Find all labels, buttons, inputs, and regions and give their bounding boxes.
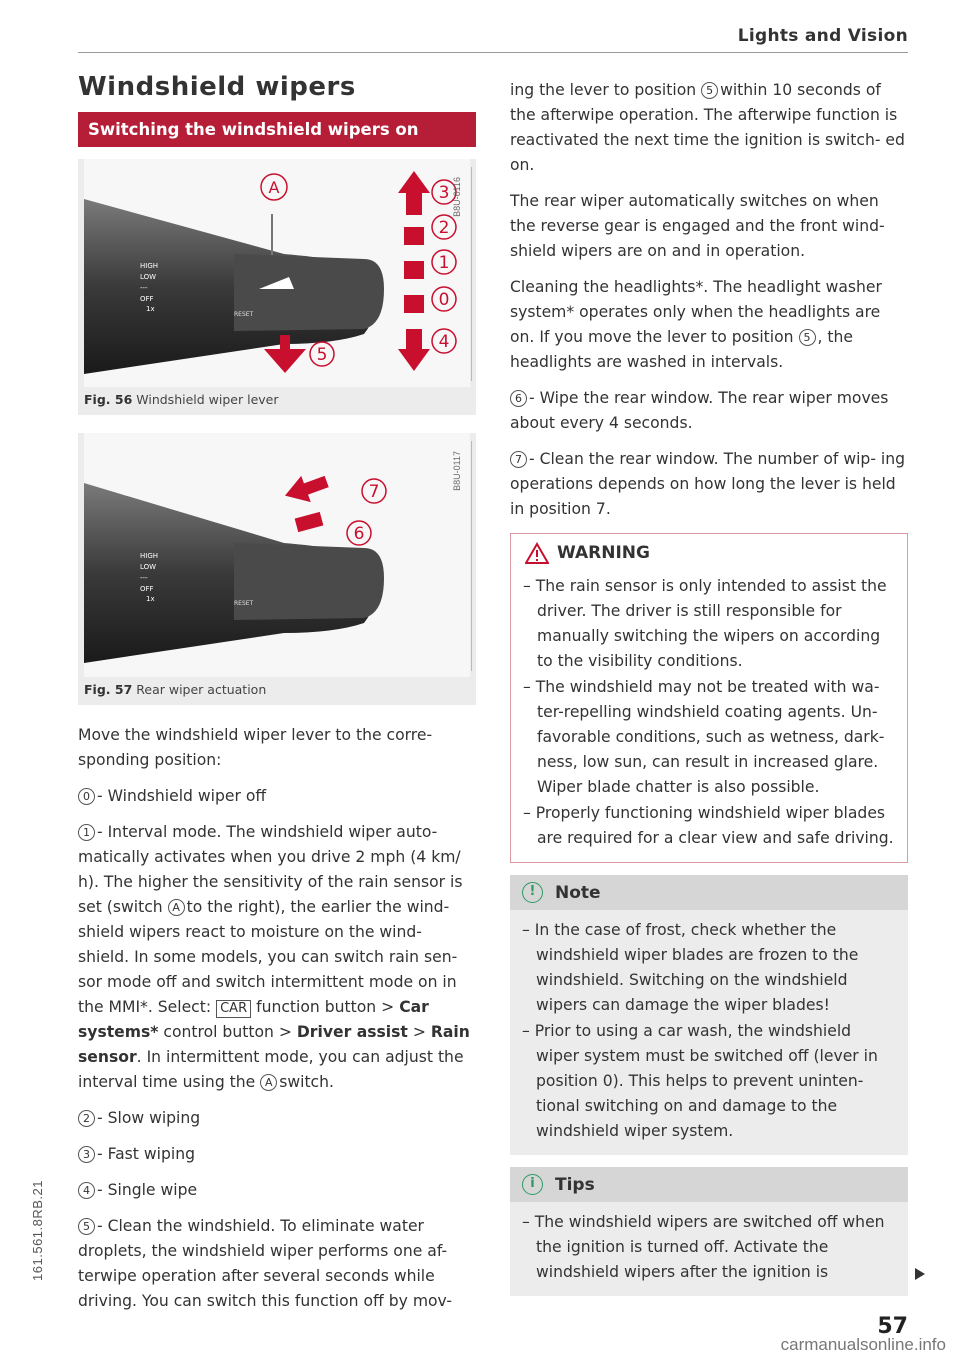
figure-caption (78, 677, 476, 705)
subheading-bar: Switching the windshield wipers on (78, 112, 476, 147)
position-3-paragraph (78, 1142, 476, 1167)
warning-item: – The windshield may not be treated with wa- ter-repelling windshield coating agents. Un- favorable conditions, such as wetness, dark- ness, low sun, can result in increased glare. Wiper blade chatter is also possible. (523, 675, 897, 800)
note-header (510, 875, 908, 910)
position-2-paragraph (78, 1106, 476, 1131)
paragraph-text: - Wipe the rear window. The rear wiper moves about every 4 seconds. (510, 389, 889, 432)
figure-code: B8U-0117 (452, 451, 462, 491)
label-off: OFF (140, 585, 154, 593)
tips-box (510, 1167, 908, 1296)
note-item: – In the case of frost, check whether the windshield wiper blades are frozen to the windshield. Switching on the windshield wipers can damage the wiper blades! (522, 918, 898, 1018)
menu-rain-sensor: Rain sensor (78, 1023, 470, 1066)
label-reset: RESET (234, 600, 254, 607)
paragraph-text: control button > (163, 1023, 292, 1041)
note-list (510, 918, 908, 1155)
watermark: carmanualsonline.info (780, 1335, 946, 1354)
callout-5: 5 (316, 345, 328, 365)
position-1-block (404, 261, 424, 279)
callout-7: 7 (368, 482, 380, 502)
position-symbol: 5 (799, 329, 816, 346)
section-title: Lights and Vision (737, 26, 908, 46)
menu-car-systems: Car systems* (78, 998, 429, 1041)
document-code: 161.561.8RB.21 (30, 1180, 45, 1281)
warning-list (511, 574, 907, 862)
position-symbol: 6 (510, 390, 527, 407)
tips-header (510, 1167, 908, 1202)
figure-caption-text: Windshield wiper lever (136, 392, 279, 407)
paragraph-text: - Clean the rear window. The number of wip- ing operations depends on how long the lever is held in position 7. (510, 450, 906, 518)
paragraph-text: - Clean the windshield. To eliminate water droplets, the windshield wiper performs one af- terwipe operation after several seconds while driving. You can switch this function off by mov- (78, 1217, 452, 1310)
position-4-paragraph (78, 1178, 476, 1203)
switch-symbol: A (260, 1074, 277, 1091)
paragraph-text: - Slow wiping (97, 1109, 201, 1127)
callout-3: 3 (438, 183, 450, 203)
warning-header (511, 534, 907, 574)
car-key: CAR (216, 1000, 251, 1018)
label-int: --- (140, 284, 148, 292)
position-6-block (295, 512, 324, 532)
position-5-continued (510, 78, 908, 178)
position-symbol: 5 (701, 82, 718, 99)
paragraph-text: - Fast wiping (97, 1145, 195, 1163)
note-item: – Prior to using a car wash, the windshield wiper system must be switched off (lever in position 0). This helps to prevent uninten- tional switching on and damage to the windshield wiper system. (522, 1019, 898, 1144)
figure-label: Fig. 56 (84, 392, 133, 407)
figure-caption-text: Rear wiper actuation (136, 682, 267, 697)
warning-title: WARNING (557, 543, 650, 563)
figure-caption (78, 387, 476, 415)
figure-border (471, 441, 472, 671)
position-1-paragraph (78, 820, 476, 1095)
tips-item: – The windshield wipers are switched off when the ignition is turned off. Activate the windshield wipers after the ignition is (522, 1210, 898, 1285)
position-7-paragraph (510, 447, 908, 522)
callout-1: 1 (438, 253, 450, 273)
tips-info-icon: i (522, 1174, 543, 1195)
header-rule (78, 52, 908, 53)
position-symbol: 1 (78, 824, 95, 841)
tips-title: Tips (555, 1174, 595, 1195)
label-1x: 1x (146, 595, 155, 603)
paragraph-text: . In intermittent mode, you can adjust the interval time using the (78, 1048, 464, 1091)
warning-box (510, 533, 908, 863)
warning-item: – Properly functioning windshield wiper blades are required for a clear view and safe driving. (523, 801, 897, 851)
rear-wiper-illustration (84, 433, 470, 677)
position-symbol: 5 (78, 1218, 95, 1235)
callout-0: 0 (438, 290, 450, 310)
figure-56 (78, 159, 476, 415)
page-number: 57 (877, 1314, 908, 1339)
paragraph-text: ing the lever to position (510, 81, 697, 99)
rear-wiper-drawing (84, 433, 470, 677)
paragraph-text: to the right), the earlier the wind- shield wipers react to moisture on the wind- shield. In some models, you can switch rain sen- sor mode off and switch intermittent mode on in the MMI*. Select: (78, 898, 458, 1016)
label-low: LOW (140, 563, 157, 571)
left-column (78, 72, 476, 1325)
callout-2: 2 (438, 218, 450, 238)
paragraph-text: - Single wipe (97, 1181, 198, 1199)
position-symbol: 2 (78, 1110, 95, 1127)
paragraph-text: switch. (279, 1073, 334, 1091)
position-6-paragraph (510, 386, 908, 436)
position-symbol: 4 (78, 1182, 95, 1199)
paragraph-text: within 10 seconds of the afterwipe operation. The afterwipe function is reactivated the next time the ignition is switch- ed on. (510, 81, 905, 174)
wiper-lever-drawing (84, 159, 470, 387)
note-info-icon: ! (522, 882, 543, 903)
paragraph-text: - Windshield wiper off (97, 787, 267, 805)
tips-body (510, 1202, 908, 1296)
arrow-down-icon (398, 329, 430, 371)
continue-arrow-icon (915, 1268, 925, 1280)
position-symbol: 0 (78, 788, 95, 805)
label-int: --- (140, 574, 148, 582)
figure-57 (78, 433, 476, 705)
position-0-paragraph (78, 784, 476, 809)
position-5-paragraph (78, 1214, 476, 1314)
callout-4: 4 (438, 332, 450, 352)
note-box (510, 875, 908, 1155)
wiper-lever-illustration (84, 159, 470, 387)
figure-code: B8U-0116 (452, 177, 462, 217)
label-low: LOW (140, 273, 157, 281)
rear-wiper-paragraph: The rear wiper automatically switches on when the reverse gear is engaged and the front wind- shield wipers are on and in operation. (510, 192, 885, 260)
paragraph-text: Cleaning the headlights*. The headlight washer system* operates only when the headlights are on. If you move the lever to position (510, 278, 882, 346)
callout-6: 6 (353, 524, 365, 544)
note-title: Note (555, 882, 601, 903)
label-1x: 1x (146, 305, 155, 313)
paragraph-text: function button > (256, 998, 395, 1016)
figure-label: Fig. 57 (84, 682, 133, 697)
switch-symbol: A (168, 899, 185, 916)
paragraph-text: , the headlights are washed in intervals. (510, 328, 854, 371)
paragraph-text: > (412, 1023, 426, 1041)
callout-a: A (268, 178, 280, 197)
position-symbol: 3 (78, 1146, 95, 1163)
lever-head (234, 254, 384, 331)
figure-border (471, 167, 472, 381)
warning-triangle-icon (525, 542, 549, 564)
label-high: HIGH (140, 262, 159, 270)
label-reset: RESET (234, 311, 254, 318)
right-column (510, 78, 908, 1308)
arrow-push-icon (281, 468, 332, 509)
intro-paragraph: Move the windshield wiper lever to the corre- sponding position: (78, 726, 433, 769)
tips-list (510, 1210, 908, 1296)
menu-driver-assist: Driver assist (296, 1023, 408, 1041)
lever-head (234, 543, 384, 620)
position-2-block (404, 227, 424, 245)
warning-item: – The rain sensor is only intended to assist the driver. The driver is still responsible for manually switching the wipers on according to the visibility conditions. (523, 574, 897, 674)
label-high: HIGH (140, 552, 159, 560)
paragraph-text: - Interval mode. The windshield wiper auto- matically activates when you drive 2 mph (4 km/ h). The higher the sensitivity of the rain sensor is set (switch (78, 823, 463, 916)
page-heading: Windshield wipers (78, 72, 356, 102)
label-off: OFF (140, 295, 154, 303)
note-body (510, 910, 908, 1155)
position-symbol: 7 (510, 451, 527, 468)
headlight-cleaning-paragraph (510, 275, 908, 375)
position-0-block (404, 295, 424, 313)
arrow-up-icon (398, 171, 430, 215)
